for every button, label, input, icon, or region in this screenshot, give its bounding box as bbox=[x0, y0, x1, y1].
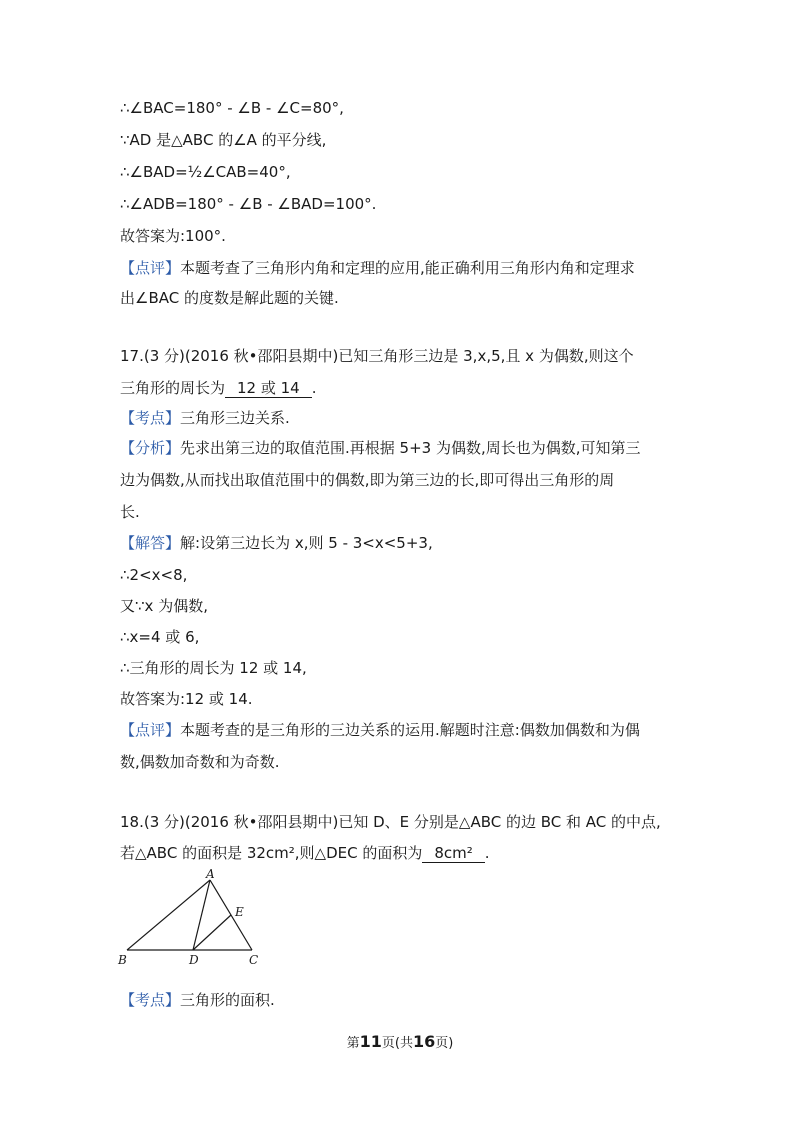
dianping-text: 本题考查的是三角形的三边关系的运用.解题时注意:偶数加偶数和为偶 bbox=[180, 721, 640, 739]
segment-de bbox=[193, 915, 231, 950]
page-footer bbox=[0, 1032, 800, 1051]
comment-tag: 【点评】 bbox=[120, 259, 181, 277]
kaodian-text: 三角形的面积. bbox=[180, 991, 275, 1009]
fenxi-tag: 【分析】 bbox=[120, 439, 181, 457]
side-ab bbox=[127, 880, 210, 950]
solution-line: ∴∠BAC=180° - ∠B - ∠C=80°, bbox=[120, 99, 344, 117]
dianping-tag: 【点评】 bbox=[120, 721, 181, 739]
step-line: 又∵x 为偶数, bbox=[120, 597, 208, 615]
solution-line: ∴∠BAD=½∠CAB=40°, bbox=[120, 163, 291, 181]
step-line: ∴x=4 或 6, bbox=[120, 628, 200, 646]
solution-line: 故答案为:100°. bbox=[120, 227, 226, 245]
total-pages: 16 bbox=[413, 1032, 436, 1051]
step-line: 故答案为:12 或 14. bbox=[120, 690, 253, 708]
question-18-stem: 18.(3 分)(2016 秋•邵阳县期中)已知 D、E 分别是△ABC 的边 BC 和 AC 的中点, bbox=[120, 813, 661, 831]
label-e: E bbox=[235, 905, 244, 919]
step-line: ∴三角形的周长为 12 或 14, bbox=[120, 659, 307, 677]
footer-text: 页(共 bbox=[381, 1036, 413, 1051]
answer-blank: 12 或 14 bbox=[225, 379, 312, 398]
stem-text: . bbox=[311, 379, 317, 397]
jieda-line bbox=[120, 533, 690, 553]
comment-line bbox=[120, 258, 690, 278]
dianping-line bbox=[120, 720, 690, 740]
label-b: B bbox=[118, 953, 127, 967]
solution-line: ∵AD 是△ABC 的∠A 的平分线, bbox=[120, 131, 327, 149]
footer-text: 页) bbox=[435, 1036, 454, 1051]
question-18-stem bbox=[120, 843, 690, 863]
kaodian-line bbox=[120, 408, 690, 428]
fenxi-line bbox=[120, 438, 690, 458]
kaodian-tag: 【考点】 bbox=[120, 991, 181, 1009]
kaodian-text: 三角形三边关系. bbox=[180, 409, 290, 427]
solution-line: ∴∠ADB=180° - ∠B - ∠BAD=100°. bbox=[120, 195, 377, 213]
question-17-stem: 17.(3 分)(2016 秋•邵阳县期中)已知三角形三边是 3,x,5,且 x 为偶数,则这个 bbox=[120, 347, 634, 365]
question-17-stem bbox=[120, 378, 690, 398]
jieda-tag: 【解答】 bbox=[120, 534, 181, 552]
label-c: C bbox=[249, 953, 259, 967]
page-number: 11 bbox=[359, 1032, 382, 1051]
dianping-line: 数,偶数加奇数和为奇数. bbox=[120, 753, 280, 771]
stem-text: 三角形的周长为 bbox=[120, 379, 226, 397]
fenxi-text: 先求出第三边的取值范围.再根据 5+3 为偶数,周长也为偶数,可知第三 bbox=[180, 439, 641, 457]
jieda-text: 解:设第三边长为 x,则 5 - 3<x<5+3, bbox=[180, 534, 433, 552]
label-a: A bbox=[206, 868, 215, 881]
step-line: ∴2<x<8, bbox=[120, 566, 188, 584]
stem-text: . bbox=[484, 844, 490, 862]
fenxi-line: 长. bbox=[120, 503, 140, 521]
label-d: D bbox=[189, 953, 199, 967]
footer-text: 第 bbox=[346, 1036, 360, 1051]
kaodian-line bbox=[120, 990, 690, 1010]
stem-text: 若△ABC 的面积是 32cm²,则△DEC 的面积为 bbox=[120, 844, 423, 862]
segment-ad bbox=[193, 880, 210, 950]
triangle-figure bbox=[115, 868, 275, 968]
kaodian-tag: 【考点】 bbox=[120, 409, 181, 427]
comment-text: 本题考查了三角形内角和定理的应用,能正确利用三角形内角和定理求 bbox=[180, 259, 635, 277]
answer-blank: 8cm² bbox=[422, 844, 484, 863]
fenxi-line: 边为偶数,从而找出取值范围中的偶数,即为第三边的长,即可得出三角形的周 bbox=[120, 471, 615, 489]
comment-line: 出∠BAC 的度数是解此题的关键. bbox=[120, 289, 339, 307]
